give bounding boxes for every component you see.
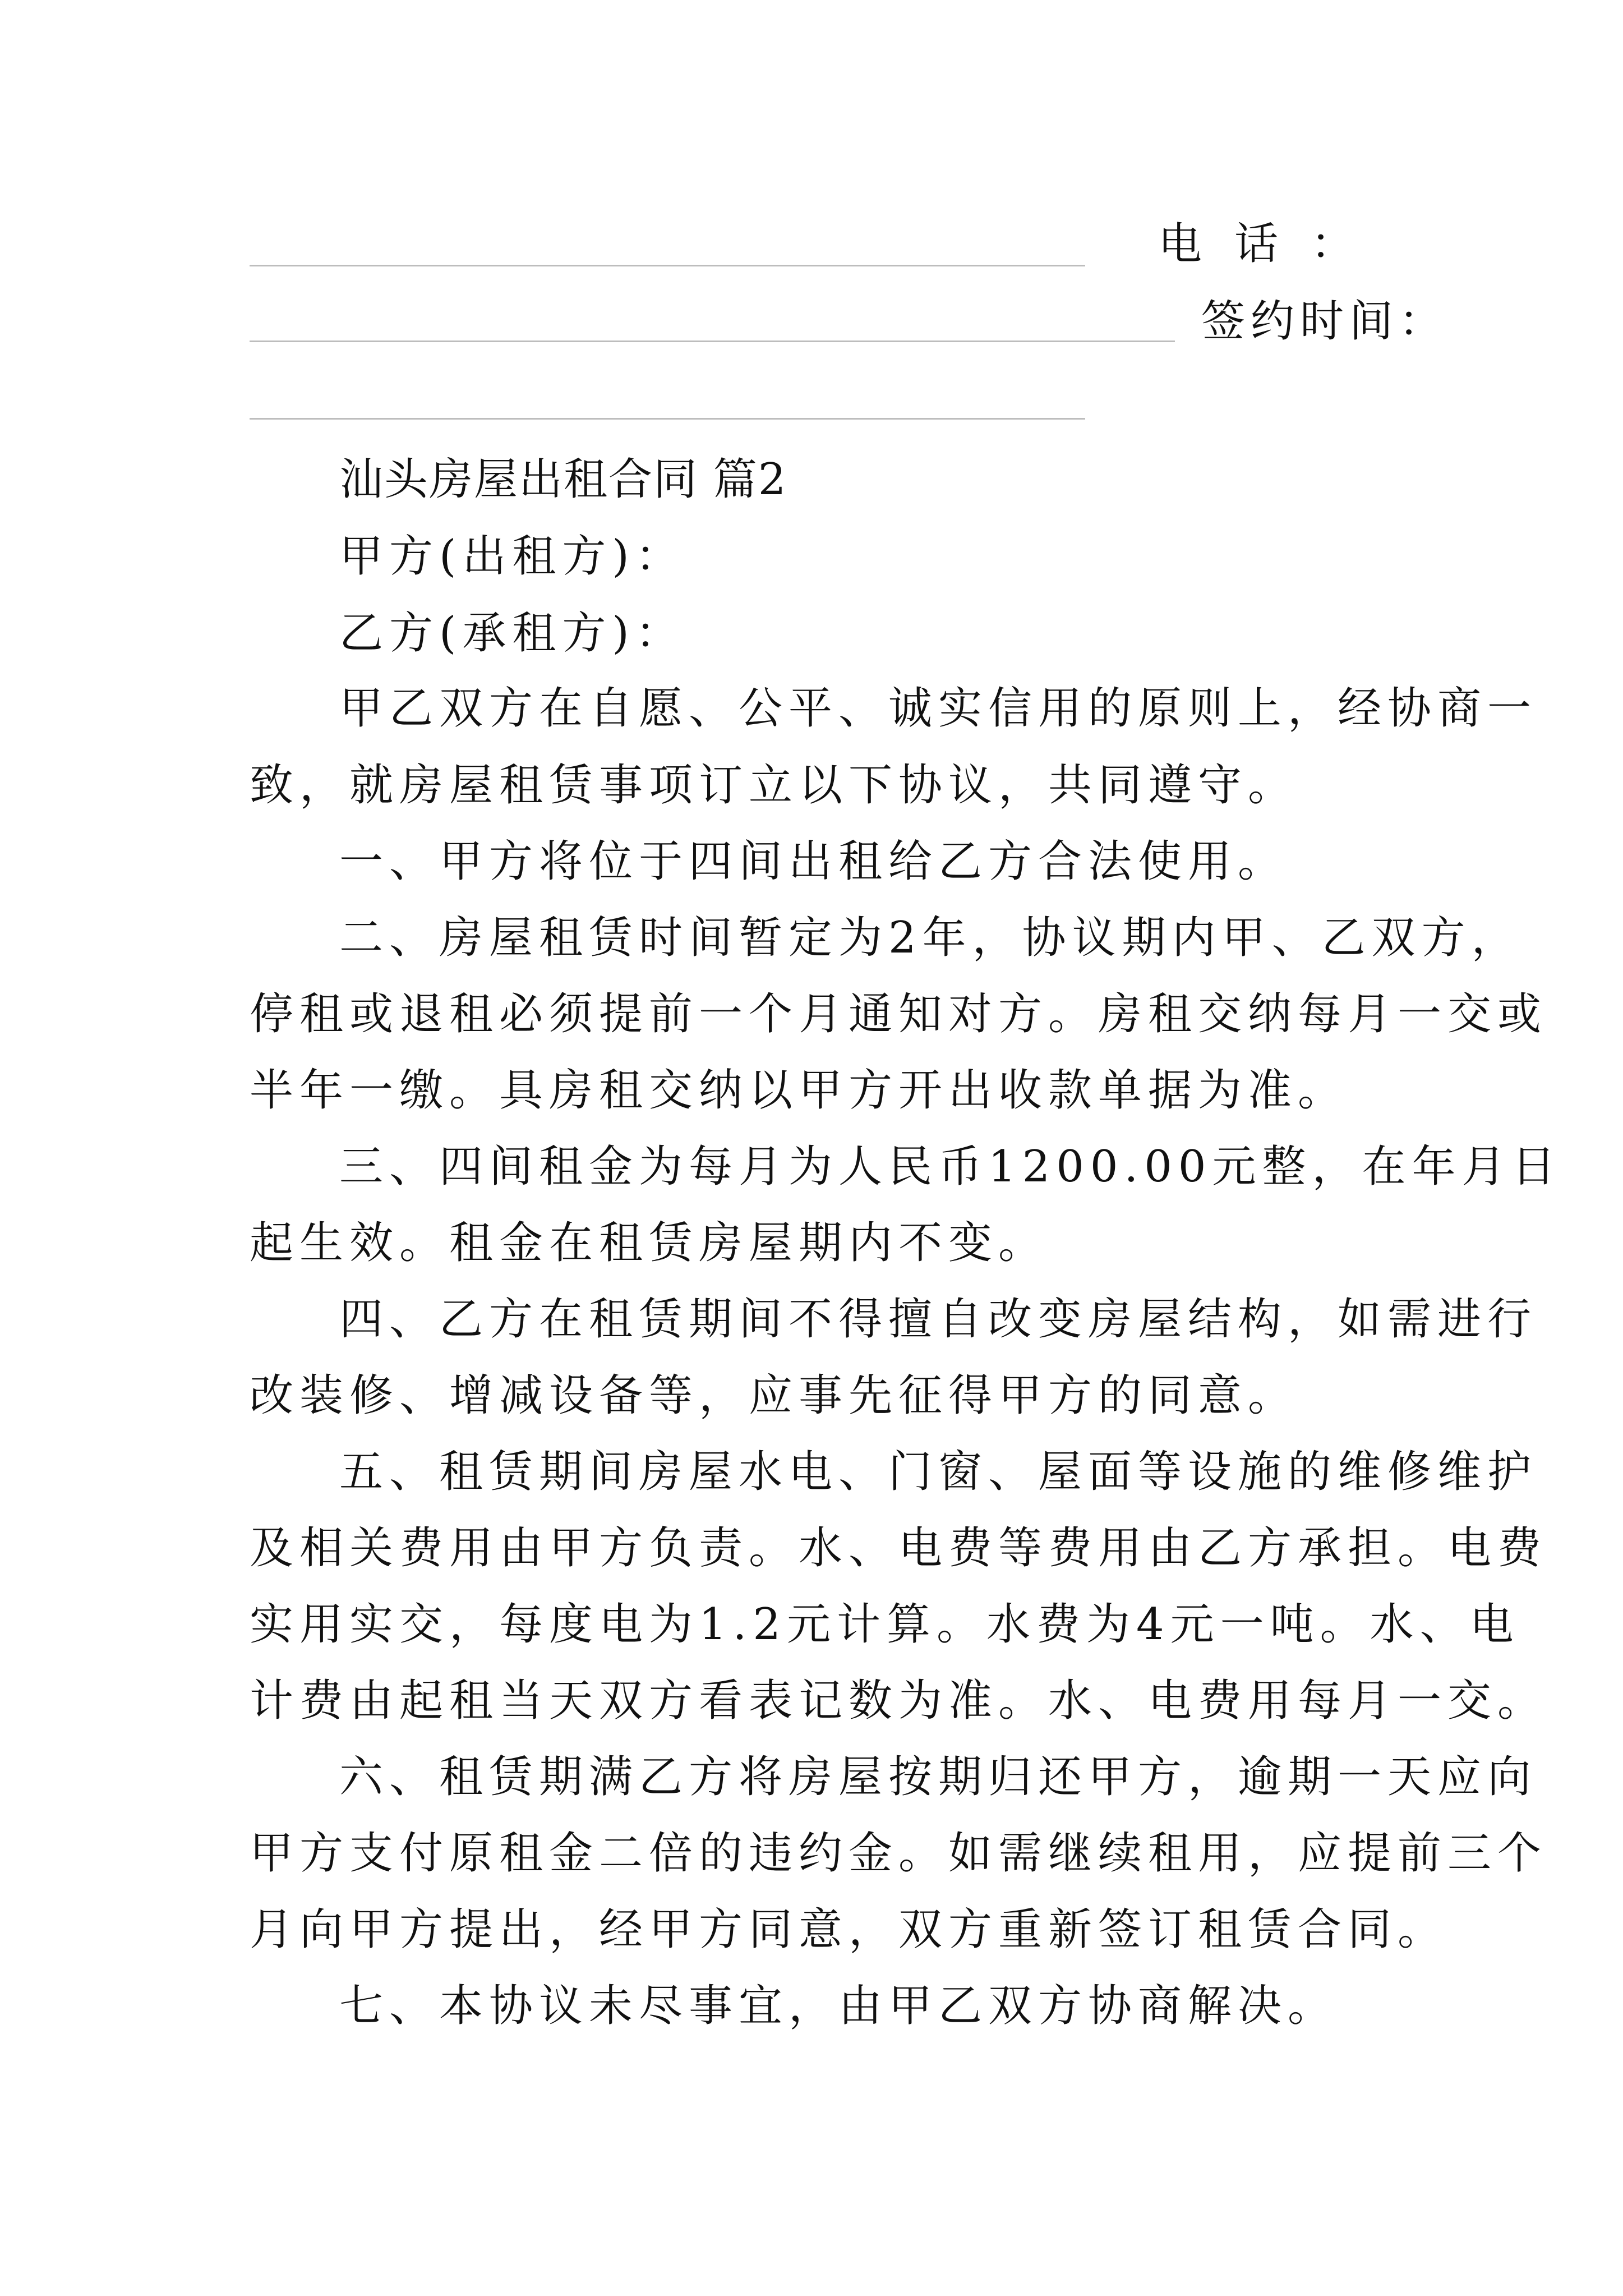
contract-title: 汕头房屋出租合同 篇2 <box>339 454 787 505</box>
clause-3-line-1: 三、四间租金为每月为人民币1200.00元整，在年月日 <box>339 1142 1562 1192</box>
clause-5-line-2: 及相关费用由甲方负责。水、电费等费用由乙方承担。电费 <box>250 1523 1548 1573</box>
sign-date-label: 签约时间： <box>1201 296 1449 347</box>
clause-2-line-2: 停租或退租必须提前一个月通知对方。房租交纳每月一交或 <box>250 989 1548 1039</box>
clause-6-line-3: 月向甲方提出，经甲方同意，双方重新签订租赁合同。 <box>250 1904 1448 1955</box>
party-b-label: 乙方(承租方)： <box>339 608 685 659</box>
sign-date-continuation-line <box>250 418 1085 420</box>
clause-6-line-2: 甲方支付原租金二倍的违约金。如需继续租用，应提前三个 <box>250 1828 1548 1879</box>
party-a-label: 甲方(出租方)： <box>339 531 685 582</box>
phone-blank-line <box>250 265 1085 266</box>
clause-7-line-1: 七、本协议未尽事宜，由甲乙双方协商解决。 <box>339 1981 1338 2031</box>
clause-3-line-2: 起生效。租金在租赁房屋期内不变。 <box>250 1218 1049 1268</box>
intro-line-1: 甲乙双方在自愿、公平、诚实信用的原则上，经协商一 <box>339 683 1538 734</box>
clause-5-line-1: 五、租赁期间房屋水电、门窗、屋面等设施的维修维护 <box>339 1447 1538 1497</box>
clause-5-line-3: 实用实交，每度电为1.2元计算。水费为4元一吨。水、电 <box>250 1599 1520 1650</box>
clause-1-line-1: 一、甲方将位于四间出租给乙方合法使用。 <box>339 836 1288 887</box>
phone-label: 电话： <box>1158 219 1387 269</box>
clause-6-line-1: 六、租赁期满乙方将房屋按期归还甲方，逾期一天应向 <box>339 1752 1538 1802</box>
clause-5-line-4: 计费由起租当天双方看表记数为准。水、电费用每月一交。 <box>250 1676 1548 1726</box>
sign-date-blank-line <box>250 341 1175 342</box>
clause-4-line-1: 四、乙方在租赁期间不得擅自改变房屋结构，如需进行 <box>339 1294 1538 1345</box>
clause-4-line-2: 改装修、增减设备等，应事先征得甲方的同意。 <box>250 1370 1298 1421</box>
clause-2-line-3: 半年一缴。具房租交纳以甲方开出收款单据为准。 <box>250 1065 1348 1116</box>
clause-2-line-1: 二、房屋租赁时间暂定为2年，协议期内甲、乙双方， <box>339 913 1521 963</box>
intro-line-2: 致，就房屋租赁事项订立以下协议，共同遵守。 <box>250 760 1298 811</box>
